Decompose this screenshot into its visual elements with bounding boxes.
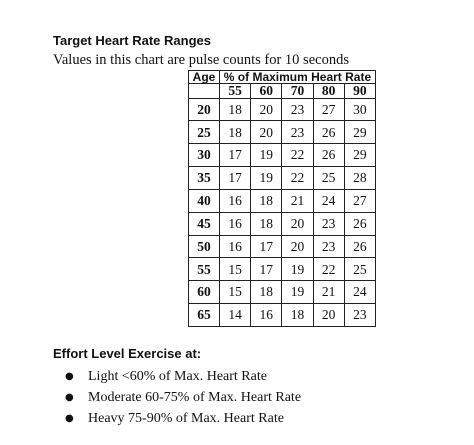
pulse-value-cell: 26	[344, 212, 375, 235]
percent-max-header: % of Maximum Heart Rate	[220, 71, 376, 84]
percent-column-header: 80	[313, 84, 344, 99]
pulse-value-cell: 20	[251, 121, 282, 144]
pulse-value-cell: 24	[313, 189, 344, 212]
age-cell: 35	[189, 167, 220, 190]
age-cell: 25	[189, 121, 220, 144]
pulse-value-cell: 22	[313, 258, 344, 281]
pulse-value-cell: 17	[220, 167, 251, 190]
percent-columns-row	[189, 84, 376, 99]
age-cell: 50	[189, 235, 220, 258]
effort-heading: Effort Level Exercise at:	[53, 346, 202, 361]
pulse-value-cell: 18	[282, 304, 313, 327]
pulse-value-cell: 27	[313, 98, 344, 121]
pulse-value-cell: 18	[220, 98, 251, 121]
age-cell: 65	[189, 304, 220, 327]
age-column-header: Age	[189, 71, 220, 84]
percent-column-header: 90	[344, 84, 375, 99]
pulse-value-cell: 20	[313, 304, 344, 327]
bullet-icon: ●	[65, 413, 74, 424]
list-item	[65, 366, 301, 387]
pulse-value-cell: 14	[220, 304, 251, 327]
table-row	[189, 304, 376, 327]
pulse-value-cell: 19	[282, 281, 313, 304]
age-cell: 20	[189, 98, 220, 121]
pulse-value-cell: 28	[344, 167, 375, 190]
pulse-value-cell: 26	[344, 235, 375, 258]
bullet-icon: ●	[65, 371, 74, 382]
pulse-value-cell: 18	[251, 212, 282, 235]
pulse-value-cell: 23	[282, 121, 313, 144]
table-row	[189, 189, 376, 212]
pulse-value-cell: 25	[313, 167, 344, 190]
pulse-value-cell: 16	[251, 304, 282, 327]
pulse-value-cell: 26	[313, 144, 344, 167]
list-item	[65, 387, 301, 408]
list-item	[65, 408, 301, 429]
age-cell: 60	[189, 281, 220, 304]
effort-level-text: Light <60% of Max. Heart Rate	[88, 369, 267, 384]
pulse-value-cell: 17	[251, 235, 282, 258]
pulse-value-cell: 20	[282, 212, 313, 235]
pulse-value-cell: 21	[282, 189, 313, 212]
pulse-value-cell: 21	[313, 281, 344, 304]
percent-column-header: 60	[251, 84, 282, 99]
percent-column-header: 55	[220, 84, 251, 99]
pulse-value-cell: 19	[282, 258, 313, 281]
table-row	[189, 281, 376, 304]
pulse-value-cell: 23	[313, 235, 344, 258]
page-title: Target Heart Rate Ranges	[53, 33, 211, 48]
percent-column-header: 70	[282, 84, 313, 99]
pulse-value-cell: 30	[344, 98, 375, 121]
pulse-value-cell: 17	[220, 144, 251, 167]
table-row	[189, 167, 376, 190]
age-cell: 30	[189, 144, 220, 167]
pulse-value-cell: 18	[251, 281, 282, 304]
pulse-value-cell: 26	[313, 121, 344, 144]
age-cell: 45	[189, 212, 220, 235]
pulse-value-cell: 29	[344, 144, 375, 167]
empty-header-cell	[189, 84, 220, 99]
table-header-row	[189, 71, 376, 84]
table-row	[189, 258, 376, 281]
effort-level-list	[65, 366, 301, 429]
table-row	[189, 235, 376, 258]
table-row	[189, 98, 376, 121]
heart-rate-table	[188, 70, 376, 327]
effort-level-text: Heavy 75-90% of Max. Heart Rate	[88, 411, 284, 426]
pulse-value-cell: 24	[344, 281, 375, 304]
pulse-value-cell: 25	[344, 258, 375, 281]
table-row	[189, 212, 376, 235]
age-cell: 55	[189, 258, 220, 281]
pulse-value-cell: 19	[251, 144, 282, 167]
page-subtitle: Values in this chart are pulse counts for 10 seconds	[53, 52, 349, 68]
pulse-value-cell: 19	[251, 167, 282, 190]
pulse-value-cell: 23	[344, 304, 375, 327]
pulse-value-cell: 20	[282, 235, 313, 258]
pulse-value-cell: 15	[220, 258, 251, 281]
pulse-value-cell: 23	[313, 212, 344, 235]
pulse-value-cell: 16	[220, 235, 251, 258]
pulse-value-cell: 18	[251, 189, 282, 212]
age-cell: 40	[189, 189, 220, 212]
pulse-value-cell: 23	[282, 98, 313, 121]
pulse-value-cell: 27	[344, 189, 375, 212]
pulse-value-cell: 16	[220, 212, 251, 235]
pulse-value-cell: 20	[251, 98, 282, 121]
pulse-value-cell: 15	[220, 281, 251, 304]
pulse-value-cell: 22	[282, 144, 313, 167]
pulse-value-cell: 29	[344, 121, 375, 144]
table-body	[189, 98, 376, 327]
table-row	[189, 144, 376, 167]
pulse-value-cell: 22	[282, 167, 313, 190]
effort-level-text: Moderate 60-75% of Max. Heart Rate	[88, 390, 302, 405]
table-row	[189, 121, 376, 144]
bullet-icon: ●	[65, 392, 74, 403]
pulse-value-cell: 17	[251, 258, 282, 281]
pulse-value-cell: 16	[220, 189, 251, 212]
pulse-value-cell: 18	[220, 121, 251, 144]
